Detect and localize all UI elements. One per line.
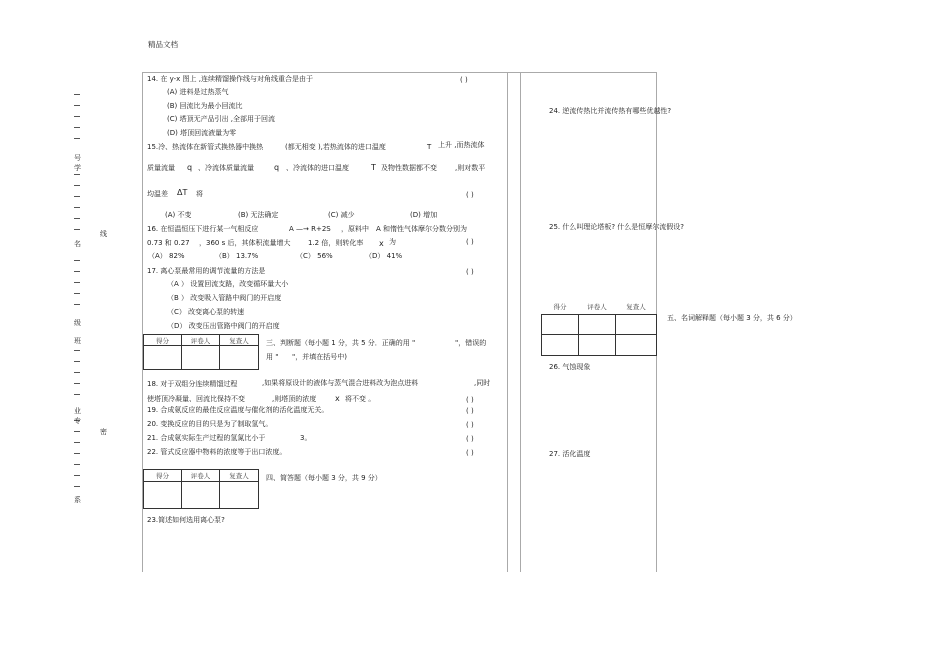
answer-paren-22: ( ) xyxy=(466,449,474,457)
question-27: 27. 活化温度 xyxy=(549,450,591,458)
question-21: 21. 合成氨实际生产过程的氢氮比小于 xyxy=(147,434,266,442)
answer-paren-19: ( ) xyxy=(466,407,474,415)
binding-label-ji: 级 xyxy=(74,319,81,327)
question-20: 20. 变换反应的目的只是为了制取氢气。 xyxy=(147,420,273,428)
score-box-section-4: 得分 评卷人 复查人 xyxy=(143,469,259,509)
score-box-section-3: 得分 评卷人 复查人 xyxy=(143,334,259,370)
binding-label-zhuan: 专 xyxy=(74,417,81,425)
binding-label-xue: 学 xyxy=(74,164,81,172)
question-25: 25. 什么叫理论塔板? 什么是恒摩尔流假设? xyxy=(549,223,685,231)
question-19: 19. 合成氨反应的最佳反应温度与催化剂的活化温度无关。 xyxy=(147,406,329,414)
section-4-heading: 四、简答题（每小题 3 分，共 9 分） xyxy=(266,474,382,482)
binding-label-ming: 名 xyxy=(74,240,81,248)
binding-label-mi: 密 xyxy=(100,428,107,436)
question-24: 24. 逆流传热比并流传热有哪些优越性? xyxy=(549,107,672,115)
question-21-value: 3。 xyxy=(300,434,312,442)
score-box-section-5: 得分 评卷人 复查人 xyxy=(541,300,657,356)
answer-paren-20: ( ) xyxy=(466,421,474,429)
binding-label-ye: 业 xyxy=(74,407,81,415)
binding-label-ban: 班 xyxy=(74,337,81,345)
binding-label-xi: 系 xyxy=(74,496,81,504)
section-5-heading: 五、名词解释题（每小题 3 分，共 6 分） xyxy=(667,314,797,322)
binding-label-xian: 线 xyxy=(100,230,107,238)
answer-paren-21: ( ) xyxy=(466,435,474,443)
question-26: 26. 气蚀现象 xyxy=(549,363,591,371)
question-22: 22. 管式反应器中物料的浓度等于出口浓度。 xyxy=(147,448,287,456)
question-23: 23.简述如何选用离心泵? xyxy=(147,516,225,524)
binding-label-hao: 号 xyxy=(74,154,81,162)
page-header: 精品文档 xyxy=(148,40,178,49)
